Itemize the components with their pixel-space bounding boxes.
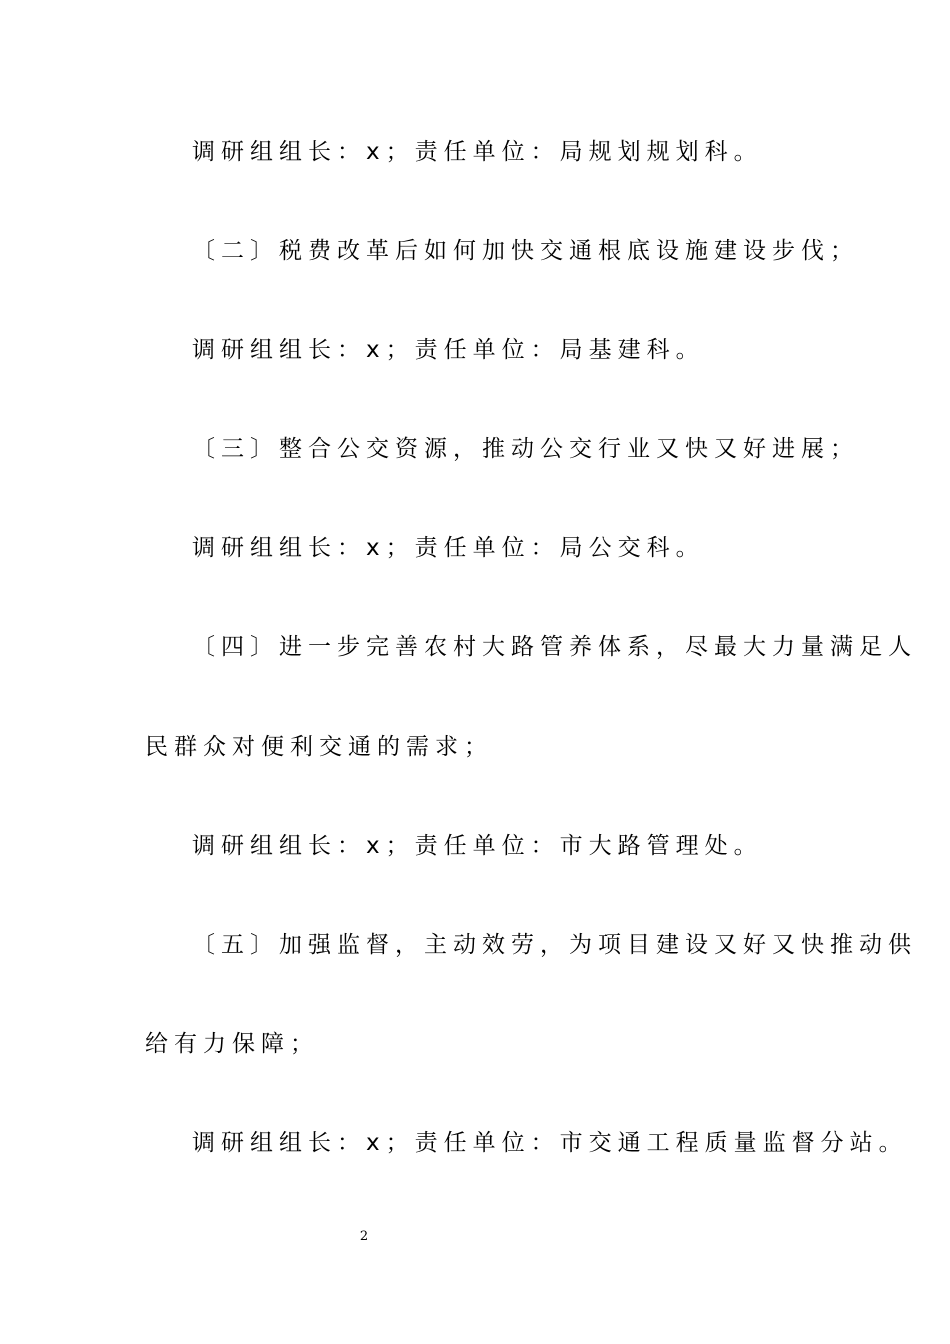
paragraph-line: 〔三〕整合公交资源，推动公交行业又快又好进展； — [192, 436, 859, 462]
paragraph-line: 调研组组长：x；责任单位：局规划规划科。 — [192, 139, 763, 165]
paragraph-line: 调研组组长：x；责任单位：市交通工程质量监督分站。 — [192, 1130, 908, 1156]
paragraph-line: 〔四〕进一步完善农村大路管养体系，尽最大力量满足人 — [192, 634, 917, 660]
page-number: 2 — [359, 1229, 369, 1244]
paragraph-line: 调研组组长：x；责任单位：局公交科。 — [192, 535, 705, 561]
paragraph-line: 民群众对便利交通的需求； — [145, 734, 493, 760]
paragraph-line: 〔五〕加强监督，主动效劳，为项目建设又好又快推动供 — [192, 932, 917, 958]
paragraph-line: 给有力保障； — [145, 1031, 319, 1057]
paragraph-line: 调研组组长：x；责任单位：市大路管理处。 — [192, 833, 763, 859]
paragraph-line: 调研组组长：x；责任单位：局基建科。 — [192, 337, 705, 363]
paragraph-line: 〔二〕税费改革后如何加快交通根底设施建设步伐； — [192, 238, 859, 264]
